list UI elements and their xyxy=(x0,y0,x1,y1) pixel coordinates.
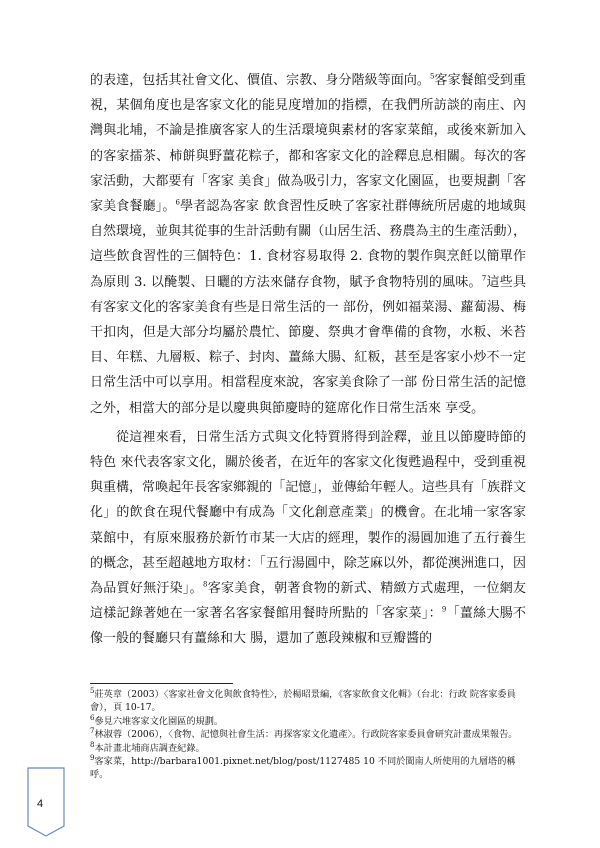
footnote-text: 客家菜，http://barbara1001.pixnet.net/blog/post/1127485 10 不同於閩南人所使用的九層塔的稱呼。 xyxy=(90,756,516,781)
footnote-separator xyxy=(90,683,233,684)
footnote-text: 本計畫北埔商店調查紀錄。 xyxy=(94,742,205,754)
paragraph-2-part-1: 從這裡來看，日常生活方式與文化特質將得到詮釋，並且以節慶時節的特色 來代表客家文化，關於後者，在近年的客家文化復甦過程中，受到重視與重構，常喚起年長客家鄉親的「記憶」，並傳給年輕人。這些具有「族群文化」的飲食在現代餐廳中有成為「文化創意產業」的機會。在北埔一家客家菜館中，有原來服務於新竹市某一大店的經理，製作的湯圓加進了五行養生的概念，甚至超越地方取材：「五行湯圓中，除芝麻以外，都從澳洲進口，因為品質好無汙染」。 xyxy=(90,429,526,597)
footnote-ref-7[interactable]: 7 xyxy=(481,274,487,283)
footnote-text: 參見六堆客家文化園區的規劃。 xyxy=(94,715,224,727)
paragraph-2-part-2: 客家美食，朝著食物的新式、精緻方式處理，一位網友這樣記錄著她在一家著名客家餐館用餐時所點的「客家菜」： xyxy=(90,581,526,622)
footnote-number: 8 xyxy=(90,740,95,749)
paragraph-1 xyxy=(90,68,526,421)
footnote-8 xyxy=(90,742,526,755)
footnote-number: 7 xyxy=(90,727,95,736)
paragraph-2-part-3: 「薑絲大腸不像一般的餐廳只有薑絲和大 腸，還加了蔥段辣椒和豆瓣醬的 xyxy=(90,606,526,647)
page-number: 4 xyxy=(36,798,44,810)
footnote-number: 6 xyxy=(90,713,95,722)
footnotes xyxy=(90,688,526,782)
paragraph-2 xyxy=(90,425,526,652)
footnote-number: 5 xyxy=(90,686,95,695)
footnote-ref-8[interactable]: 8 xyxy=(202,580,208,589)
paragraph-1-part-1: 的表達，包括其社會文化、價值、宗教、身分階級等面向。 xyxy=(90,73,430,88)
footnote-ref-6[interactable]: 6 xyxy=(175,198,180,207)
footnote-ref-9[interactable]: 9 xyxy=(441,605,447,614)
footnote-text: 林淑蓉（2006），〈食物、記憶與社會生活：再探客家文化遺產〉。行政院客家委員會研究計畫成果報告。 xyxy=(94,729,518,741)
footnote-6 xyxy=(90,715,526,728)
paragraph-1-part-3: 學者認為客家 飲食習性反映了客家社群傳統所居處的地域與自然環境，並與其從事的生計活動有關（山居生活、務農為主的生產活動），這些飲食習性的三個特色：1. 食材容易取得 2. 食物的製作與烹飪以簡單作為原則 3. 以醃製、日曬的方法來儲存食物，賦予食物特別的風味。 xyxy=(90,199,526,290)
paragraph-1-part-2: 客家餐館受到重視，某個角度也是客家文化的能見度增加的指標，在我們所訪談的南庄、內灣與北埔，不論是推廣客家人的生活環境與素材的客家菜館，或後來新加入的客家擂茶、柿餅與野薑花粽子，都和客家文化的詮釋息息相關。每次的客家活動，大都要有「客家 美食」做為吸引力，客家文化園區，也要規劃「客家美食餐廳」。 xyxy=(90,73,526,215)
footnote-9 xyxy=(90,755,526,782)
footnote-7 xyxy=(90,728,526,741)
footnote-text: 莊英章（2003）〈客家社會文化與飲食特性〉，於楊昭景編，《客家飲食文化輯》（台北：行政 院客家委員會），頁 10-17。 xyxy=(90,689,516,714)
paragraph-1-part-4: 這些具有客家文化的客家美食有些是日常生活的一 部份，例如福菜湯、蘿蔔湯、梅干扣肉，但是大部分均屬於農忙、節慶、祭典才會準備的食物，水粄、米苔目、年糕、九層粄、粽子、封肉、薑絲大腸、紅粄，甚至是客家小炒不一定日常生活中可以享用。相當程度來說，客家美食除了一部 份日常生活的記憶之外，相當大的部分是以慶典與節慶時的筵席化作日常生活來 享受。 xyxy=(90,274,526,416)
footnote-number: 9 xyxy=(90,753,95,762)
footnote-ref-5[interactable]: 5 xyxy=(429,72,435,81)
main-text xyxy=(90,68,526,652)
footnote-5 xyxy=(90,688,526,715)
